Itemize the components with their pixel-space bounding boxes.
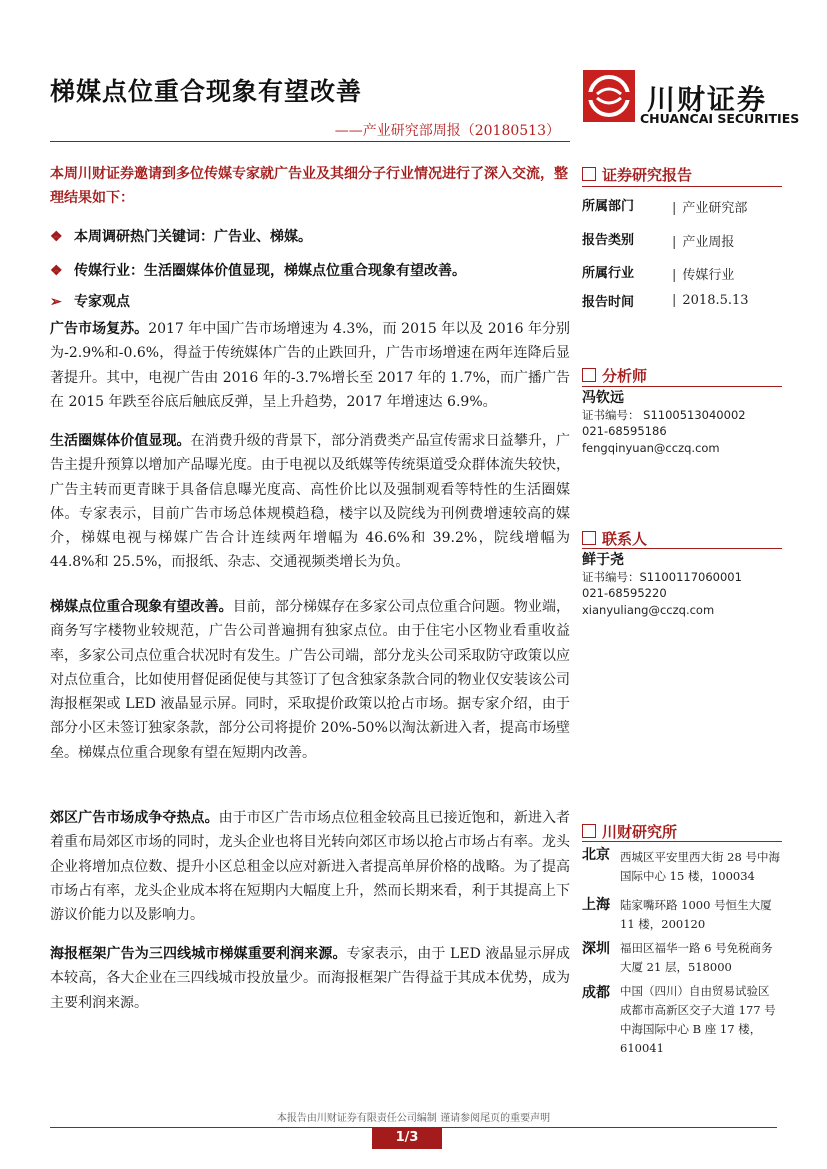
- contact-name: 鲜于尧: [582, 552, 624, 568]
- section-icon: [582, 531, 596, 545]
- analyst-email[interactable]: fengqinyuan@cczq.com: [582, 441, 720, 455]
- section-icon: [582, 368, 596, 382]
- meta-value-industry: | 传媒行业: [672, 268, 735, 283]
- diamond-bullet-icon: ❖: [50, 229, 63, 245]
- meta-value-dept: | 产业研究部: [672, 201, 748, 216]
- report-subtitle: ——产业研究部周报（20180513）: [334, 123, 560, 139]
- paragraph-lifestyle-media: 生活圈媒体价值显现。在消费升级的背景下，部分消费类产品宣传需求日益攀升，广告主提升预算以增加产品曝光度。由于电视以及纸媒等传统渠道受众群体流失较快，广告主转而更青睐于具备信息曝光度高、高性价比以及强制观看等特性的生活圈媒体。专家表示，目前广告市场总体规模趋稳，楼宇以及院线为刊例费增速较高的媒介，梯媒电视与梯媒广告合计连续两年增幅为 46.6%和 39.2%，院线增幅为 44.8%和 25.5%，而报纸、杂志、交通视频类增长为负。: [50, 433, 571, 571]
- paragraph-suburban-market: 郊区广告市场成争夺热点。由于市区广告市场点位租金较高且已接近饱和，新进入者着重布局郊区市场的同时，龙头企业也将目光转向郊区市场以抢占市场占有率。龙头企业将增加点位数、提升小区总租金以应对新进入者提高单屏价格的战略。为了提高市场占有率，龙头企业成本将在短期内大幅度上升，然而长期来看，利于其提高上下游议价能力以及影响力。: [50, 810, 571, 924]
- meta-value-date: | 2018.5.13: [672, 293, 749, 308]
- contact-cert: 证书编号：S1100117060001: [582, 570, 742, 584]
- section-head-analyst: 分析师: [582, 365, 647, 386]
- section-head-contact: 联系人: [582, 528, 647, 549]
- section-icon: [582, 824, 596, 838]
- meta-label-dept: 所属部门: [582, 199, 635, 214]
- analyst-name: 冯钦远: [582, 390, 624, 406]
- section-divider: [582, 186, 782, 187]
- office-address-shenzhen: 福田区福华一路 6 号免税商务大厦 21 层，518000: [620, 941, 773, 974]
- footer-disclaimer: 本报告由川财证券有限责任公司编制 谨请参阅尾页的重要声明: [276, 1113, 551, 1124]
- section-head-report: 证券研究报告: [582, 164, 692, 185]
- bullet-expert: ➢ 专家观点: [50, 294, 130, 310]
- office-city-shanghai: 上海: [582, 897, 610, 913]
- page-number: 1/3: [372, 1127, 442, 1149]
- logo-text-en: CHUANCAI SECURITIES: [640, 111, 800, 126]
- chuancai-logo-icon: [583, 70, 635, 122]
- meta-value-type: | 产业周报: [672, 235, 735, 250]
- office-address-shanghai: 陆家嘴环路 1000 号恒生大厦 11 楼，200120: [620, 898, 772, 931]
- paragraph-poster-frame: 海报框架广告为三四线城市梯媒重要利润来源。专家表示，由于 LED 液晶显示屏成本较高，各大企业在三四线城市投放量少。而海报框架广告得益于其成本优势，成为主要利润来源。: [50, 946, 570, 1011]
- office-city-beijing: 北京: [582, 847, 610, 863]
- office-address-beijing: 西城区平安里西大街 28 号中海国际中心 15 楼，100034: [620, 850, 780, 883]
- meta-label-industry: 所属行业: [582, 266, 635, 281]
- header-divider: [50, 141, 570, 142]
- meta-label-date: 报告时间: [582, 295, 635, 310]
- section-divider: [582, 841, 782, 842]
- section-icon: [582, 167, 596, 181]
- paragraph-elevator-overlap: 梯媒点位重合现象有望改善。目前，部分梯媒存在多家公司点位重合问题。物业端，商务写字楼物业较规范，广告公司普遍拥有独家点位。由于住宅小区物业看重收益率，多家公司点位重合状况时有发生。广告公司端，部分龙头公司采取防守政策以应对点位重合，比如使用督促函促使与其签订了包含独家条款合同的物业仅安装该公司海报框架或 LED 液晶显示屏。同时，采取提价政策以抢占市场。据专家介绍，由于部分小区未签订独家条款，部分公司将提价 20%-50%以淘汰新进入者，提高市场壁垒。梯媒点位重合现象有望在短期内改善。: [50, 599, 571, 761]
- analyst-cert: 证书编号： S1100513040002: [582, 408, 746, 422]
- arrow-bullet-icon: ➢: [50, 294, 62, 310]
- office-city-shenzhen: 深圳: [582, 941, 610, 957]
- contact-email[interactable]: xianyuliang@cczq.com: [582, 603, 715, 617]
- bullet-keywords: ❖ 本周调研热门关键词：广告业、梯媒。: [50, 229, 312, 245]
- bullet-industry: ❖ 传媒行业：生活圈媒体价值显现，梯媒点位重合现象有望改善。: [50, 263, 466, 279]
- office-city-chengdu: 成都: [582, 985, 610, 1001]
- report-title: 梯媒点位重合现象有望改善: [50, 77, 363, 106]
- section-head-institute: 川财研究所: [582, 821, 677, 842]
- paragraph-market-recovery: 广告市场复苏。2017 年中国广告市场增速为 4.3%，而 2015 年以及 2016 年分别为-2.9%和-0.6%，得益于传统媒体广告的止跌回升，广告市场增速在两年连降后显著提升。其中，电视广告由 2016 年的-3.7%增长至 2017 年的 1.7%，而广播广告在 2015 年跌至谷底后触底反弹，呈上升趋势，2017 年增速达 6.9%。: [50, 321, 571, 410]
- office-address-chengdu: 中国（四川）自由贸易试验区成都市高新区交子大道 177 号中海国际中心 B 座 17 楼，610041: [620, 984, 776, 1055]
- analyst-phone: 021-68595186: [582, 424, 667, 438]
- logo-text-cn: 川财证券: [647, 83, 768, 116]
- meta-label-type: 报告类别: [582, 233, 635, 248]
- diamond-bullet-icon: ❖: [50, 263, 63, 279]
- contact-phone: 021-68595220: [582, 586, 667, 600]
- intro-text: 本周川财证券邀请到多位传媒专家就广告业及其细分子行业情况进行了深入交流，整理结果如下：: [50, 166, 568, 206]
